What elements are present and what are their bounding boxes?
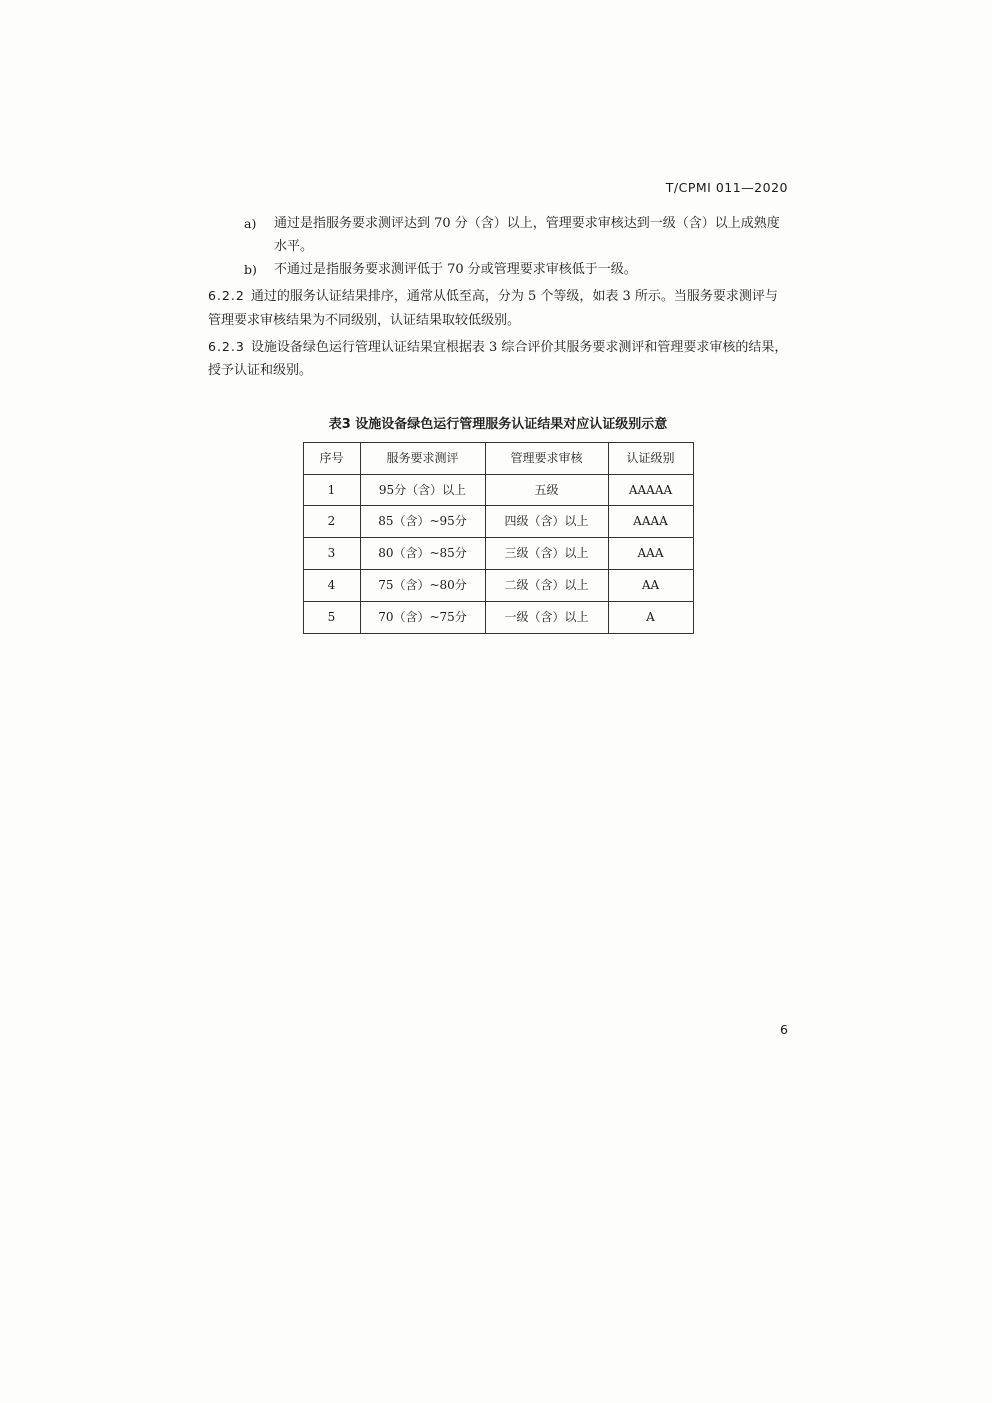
table-cell: 二级（含）以上 — [485, 570, 608, 602]
table-cell: 2 — [303, 506, 360, 538]
clause-number: 6.2.3 — [208, 339, 245, 355]
table-row — [303, 474, 693, 506]
list-item — [244, 259, 788, 282]
table-cell: AA — [608, 570, 693, 602]
clause-paragraph — [208, 336, 788, 383]
table-header-cell: 管理要求审核 — [485, 442, 608, 474]
table-cell: A — [608, 601, 693, 633]
table-cell: 1 — [303, 474, 360, 506]
table-cell: 4 — [303, 570, 360, 602]
clause-text: 通过的服务认证结果排序，通常从低至高，分为 5 个等级，如表 3 所示。当服务要求测评与管理要求审核结果为不同级别，认证结果取较低级别。 — [208, 289, 778, 328]
table-cell: 三级（含）以上 — [485, 538, 608, 570]
table-header-row — [303, 442, 693, 474]
list-item-marker: b) — [244, 261, 257, 277]
table-row — [303, 570, 693, 602]
table-caption: 表3 设施设备绿色运行管理服务认证结果对应认证级别示意 — [328, 416, 668, 432]
table-cell: 80（含）~85分 — [360, 538, 485, 570]
page-number: 6 — [780, 1022, 788, 1037]
table-cell: 四级（含）以上 — [485, 506, 608, 538]
table-header-cell: 认证级别 — [608, 442, 693, 474]
table-cell: 一级（含）以上 — [485, 601, 608, 633]
clause-text: 设施设备绿色运行管理认证结果宜根据表 3 综合评价其服务要求测评和管理要求审核的结果，授予认证和级别。 — [208, 340, 788, 379]
table-cell: 3 — [303, 538, 360, 570]
table-cell: AAAA — [608, 506, 693, 538]
table-row — [303, 601, 693, 633]
table-cell: 95分（含）以上 — [360, 474, 485, 506]
table-cell: 五级 — [485, 474, 608, 506]
list-item-text: 通过是指服务要求测评达到 70 分（含）以上，管理要求审核达到一级（含）以上成熟度水平。 — [274, 216, 780, 254]
list-item — [244, 213, 788, 259]
table-header-cell: 序号 — [303, 442, 360, 474]
document-header-standard-code: T/CPMI 011—2020 — [665, 180, 788, 195]
clause-paragraph — [208, 285, 788, 332]
table-cell: AAA — [608, 538, 693, 570]
table-header-cell: 服务要求测评 — [360, 442, 485, 474]
clause-number: 6.2.2 — [208, 288, 245, 304]
table-cell: 70（含）~75分 — [360, 601, 485, 633]
list-item-text: 不通过是指服务要求测评低于 70 分或管理要求审核低于一级。 — [274, 261, 637, 277]
list-item-marker: a) — [244, 216, 257, 231]
page-content — [208, 180, 788, 634]
table-row — [303, 506, 693, 538]
table-cell: 75（含）~80分 — [360, 570, 485, 602]
table-cell: AAAAA — [608, 474, 693, 506]
table-cell: 85（含）~95分 — [360, 506, 485, 538]
table-row — [303, 538, 693, 570]
certification-level-table — [303, 442, 694, 634]
table-cell: 5 — [303, 601, 360, 633]
